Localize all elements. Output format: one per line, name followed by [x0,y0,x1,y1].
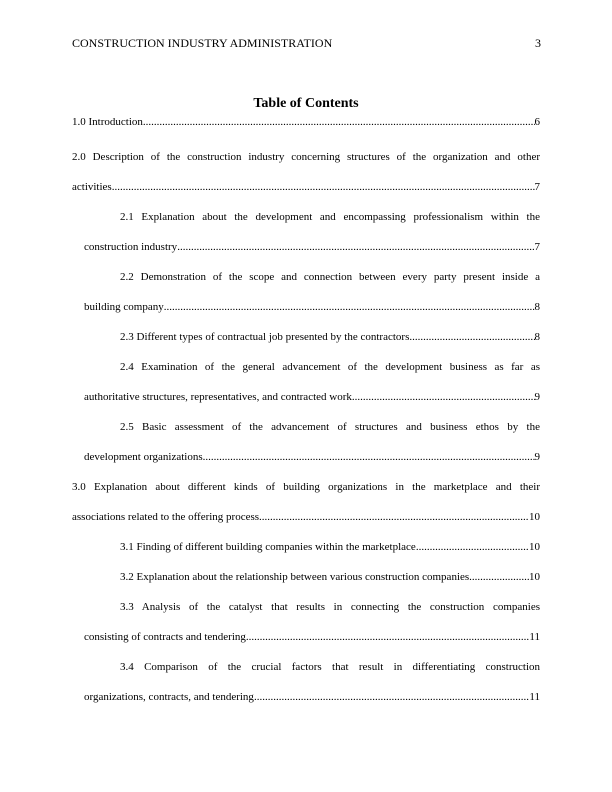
toc-entry-link[interactable] [84,562,540,592]
dot-leader [164,292,535,322]
dot-leader [246,622,530,652]
toc-entry-link[interactable] [84,532,540,562]
toc-entry-last-line [84,232,540,262]
toc-entry-link[interactable] [84,202,540,262]
toc-entry-page: 10 [529,541,540,553]
toc-entry [72,352,540,412]
toc-entry-link[interactable] [84,352,540,412]
dot-leader [177,232,534,262]
toc-entry-title: associations related to the offering process [72,511,260,523]
toc-entry [72,412,540,472]
dot-leader [469,562,529,592]
toc-entry-link[interactable] [84,322,540,352]
toc-entry-title: 3.1 Finding of different building companies within the marketplace [120,541,416,553]
toc-entry-last-line [84,442,540,472]
toc-entry-text-line: 2.2 Demonstration of the scope and connection between every party present inside a [120,271,540,283]
dot-leader [203,442,535,472]
toc-entry-page: 9 [534,391,540,403]
dot-leader [143,112,535,132]
toc-entry-text-line: 3.3 Analysis of the catalyst that results in connecting the construction companies [120,601,540,613]
toc-entry [72,112,540,132]
toc-entry-link[interactable] [84,652,540,712]
toc-entry-text-line: 2.4 Examination of the general advancement of the development business as far as [120,361,540,373]
toc-entry-title: 3.2 Explanation about the relationship between various construction companies [120,571,470,583]
toc-entry-text-line: 3.0 Explanation about different kinds of building organizations in the marketplace and their [72,481,540,493]
toc-entry-last-line [84,622,540,652]
toc-entry-page: 9 [534,451,540,463]
toc-entry-last-line [72,112,540,132]
toc-entry [72,322,540,352]
dot-leader [112,172,535,202]
dot-leader [352,382,535,412]
toc-entry [72,592,540,652]
toc-entry-page: 8 [534,301,540,313]
table-of-contents [72,112,540,712]
toc-entry-last-line [84,562,540,592]
toc-entry [72,262,540,322]
toc-entry-title: construction industry [84,241,178,253]
dot-leader [409,322,534,352]
toc-entry-link[interactable] [72,112,540,132]
toc-entry-text-line: 2.5 Basic assessment of the advancement of structures and business ethos by the [120,421,540,433]
toc-entry [72,202,540,262]
running-head: CONSTRUCTION INDUSTRY ADMINISTRATION [72,36,333,50]
toc-entry-title: 2.3 Different types of contractual job presented by the contractors [120,331,410,343]
toc-entry-last-line [84,382,540,412]
toc-entry-page: 6 [534,116,540,128]
dot-leader [254,682,529,712]
toc-entry-title: 1.0 Introduction [72,116,143,128]
toc-title: Table of Contents [253,96,359,111]
toc-entry-page: 10 [529,571,540,583]
toc-entry-last-line [84,532,540,562]
toc-entry-text-line: 2.0 Description of the construction industry concerning structures of the organization and other [72,151,540,163]
toc-entry [72,472,540,532]
toc-entry-title: consisting of contracts and tendering [84,631,246,643]
toc-entry-last-line [84,322,540,352]
toc-entry-text-line: 3.4 Comparison of the crucial factors that result in differentiating construction [120,661,540,673]
toc-entry-link[interactable] [84,262,540,322]
toc-entry [72,652,540,712]
toc-entry-title: development organizations [84,451,203,463]
toc-entry-title: activities [72,181,112,193]
toc-entry-title: authoritative structures, representatives, and contracted work [84,391,352,403]
dot-leader [416,532,529,562]
toc-entry-last-line [84,682,540,712]
toc-entry-link[interactable] [72,142,540,202]
toc-entry-link[interactable] [84,412,540,472]
toc-entry-last-line [84,292,540,322]
toc-entry [72,142,540,202]
toc-entry-title: building company [84,301,164,313]
toc-entry-page: 8 [534,331,540,343]
toc-entry-last-line [72,502,540,532]
toc-entry [72,532,540,562]
toc-entry [72,562,540,592]
toc-entry-link[interactable] [72,472,540,532]
toc-entry-page: 10 [529,511,540,523]
toc-entry-link[interactable] [84,592,540,652]
page-number: 3 [535,36,541,50]
toc-entry-last-line [72,172,540,202]
toc-entry-page: 7 [534,181,540,193]
dot-leader [259,502,529,532]
toc-entry-page: 11 [529,691,540,703]
toc-entry-text-line: 2.1 Explanation about the development and encompassing professionalism within the [120,211,540,223]
toc-entry-page: 11 [529,631,540,643]
toc-entry-page: 7 [534,241,540,253]
toc-entry-title: organizations, contracts, and tendering [84,691,254,703]
